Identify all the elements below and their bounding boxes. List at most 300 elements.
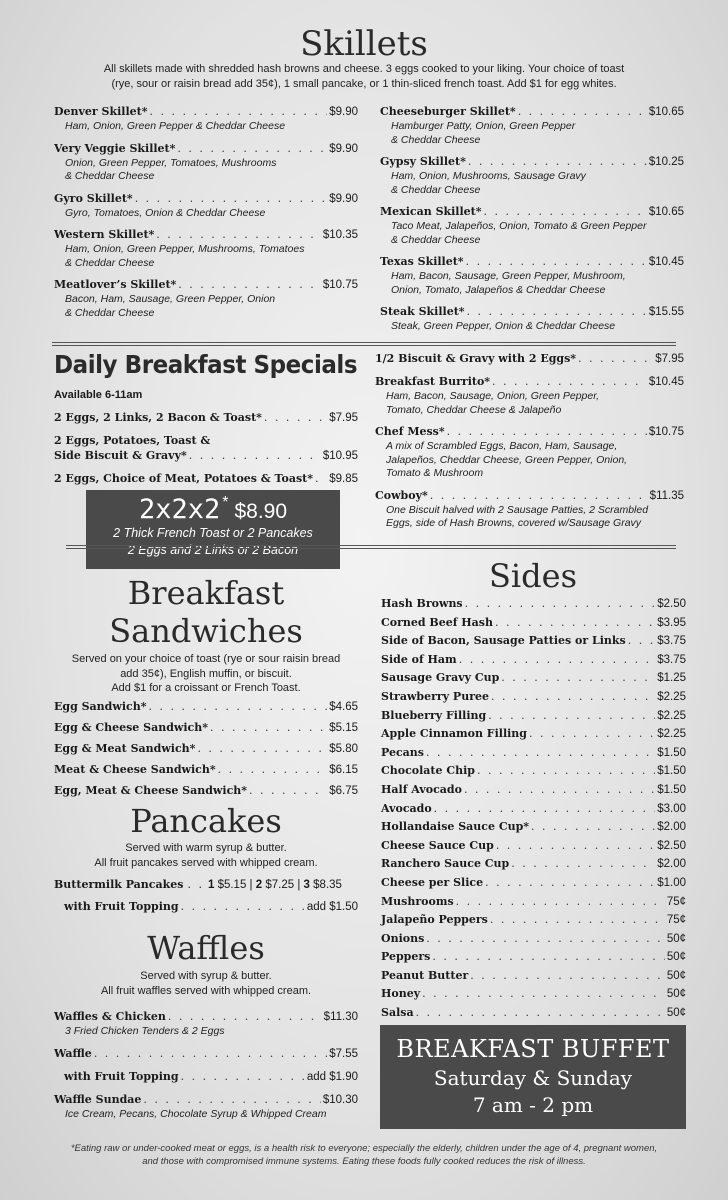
special-row xyxy=(375,374,684,390)
skillet-description: Gyro, Tomatoes, Onion & Cheddar Cheese xyxy=(65,206,266,219)
side-row xyxy=(381,912,686,928)
leader-dots xyxy=(456,894,665,909)
waffle-item xyxy=(54,1009,358,1039)
pancake-name: Buttermilk Pancakes xyxy=(54,878,184,891)
special-box-star: * xyxy=(222,494,229,511)
leader-dots xyxy=(94,1046,327,1061)
sandwich-row xyxy=(54,741,358,757)
special-description: Eggs, side of Hash Browns, covered w/Sausage Gravy xyxy=(386,517,642,529)
special-box-line: 2 Eggs and 2 Links or 2 Bacon xyxy=(127,543,299,557)
leader-dots xyxy=(488,708,655,723)
skillet-description: Taco Meat, Jalapeños, Onion, Tomato & Green Pepper xyxy=(391,220,647,232)
leader-dots xyxy=(148,699,327,714)
skillet-price: $9.90 xyxy=(329,142,358,155)
skillet-row xyxy=(380,154,684,170)
skillets-left-column xyxy=(54,104,358,327)
side-price: $2.00 xyxy=(657,858,686,871)
leader-dots xyxy=(447,424,647,439)
side-row xyxy=(381,633,686,649)
leader-dots xyxy=(430,488,648,503)
waffle-item xyxy=(54,1046,358,1062)
skillet-price: $10.45 xyxy=(648,256,684,268)
pancake-sep: | xyxy=(297,879,301,891)
special-price: $9.85 xyxy=(329,473,358,485)
special-name: Chef Mess* xyxy=(375,425,445,438)
leader-dots xyxy=(315,471,327,486)
waffle-description: Ice Cream, Pecans, Chocolate Syrup & Whipped Cream xyxy=(65,1107,327,1120)
side-row xyxy=(381,726,686,742)
skillet-price: $9.90 xyxy=(329,192,358,205)
side-row xyxy=(381,801,686,817)
pancake-price: $8.35 xyxy=(313,879,342,891)
side-name: Cheese per Slice xyxy=(381,875,484,889)
special-name: 2 Eggs, Choice of Meat, Potatoes & Toast* xyxy=(54,472,313,485)
sandwich-name: Egg, Meat & Cheese Sandwich* xyxy=(54,784,248,797)
leader-dots xyxy=(531,819,655,834)
special-name: 1/2 Biscuit & Gravy with 2 Eggs* xyxy=(375,352,577,365)
leader-dots xyxy=(467,304,647,319)
special-description: A mix of Scrambled Eggs, Bacon, Ham, Sausage, xyxy=(386,440,618,452)
special-box-price: $8.90 xyxy=(234,500,288,523)
sandwiches-intro-line: Add $1 for a croissant or French Toast. xyxy=(111,682,301,694)
skillet-row xyxy=(54,227,358,243)
leader-dots xyxy=(459,652,656,667)
skillet-price: $10.35 xyxy=(322,229,358,241)
skillet-description: Ham, Onion, Green Pepper & Cheddar Cheese xyxy=(65,120,286,132)
skillet-description: Ham, Onion, Mushrooms, Sausage Gravy xyxy=(391,170,586,182)
sandwich-name: Egg & Meat Sandwich* xyxy=(54,742,196,755)
skillets-right-column xyxy=(380,104,684,341)
sandwiches-intro xyxy=(54,652,358,696)
side-price: $2.50 xyxy=(657,839,686,852)
skillet-description: & Cheddar Cheese xyxy=(65,170,155,182)
side-price: 50¢ xyxy=(666,951,686,964)
side-price: 75¢ xyxy=(666,895,686,908)
side-name: Strawberry Puree xyxy=(381,689,489,703)
special-item xyxy=(375,374,684,417)
leader-dots xyxy=(149,104,327,119)
leader-dots xyxy=(426,745,655,760)
waffles-intro-line: All fruit waffles served with whipped cream. xyxy=(100,984,312,997)
skillet-name: Steak Skillet* xyxy=(380,305,465,318)
pancake-topping-row xyxy=(54,899,358,915)
divider-rule xyxy=(66,545,676,549)
side-name: Cheese Sauce Cup xyxy=(381,838,494,852)
leader-dots xyxy=(218,762,328,777)
buffet-hours: 7 am - 2 pm xyxy=(472,1093,594,1117)
side-row xyxy=(381,968,686,984)
leader-dots xyxy=(434,801,656,816)
skillet-name: Texas Skillet* xyxy=(380,255,464,268)
buffet-days: Saturday & Sunday xyxy=(433,1066,633,1090)
special-box-line: 2 Thick French Toast or 2 Pancakes xyxy=(113,526,313,540)
side-row xyxy=(381,819,686,835)
side-row xyxy=(381,615,686,631)
skillet-item xyxy=(54,227,358,270)
side-row xyxy=(381,931,686,947)
pancake-qty: 3 xyxy=(303,879,310,891)
side-name: Avocado xyxy=(381,801,432,815)
special-row xyxy=(375,424,684,440)
side-name: Chocolate Chip xyxy=(381,764,475,778)
leader-dots xyxy=(264,410,327,425)
side-row xyxy=(381,856,686,872)
side-row xyxy=(381,763,686,779)
waffle-row xyxy=(54,1046,358,1062)
side-name: Corned Beef Hash xyxy=(381,615,493,629)
special-description: Tomato, Cheddar Cheese & Jalapeño xyxy=(386,403,562,416)
waffle-price: $7.55 xyxy=(329,1047,358,1060)
sandwich-price: $6.15 xyxy=(329,764,358,776)
side-name: Apple Cinnamon Filling xyxy=(381,727,527,741)
side-name: Honey xyxy=(381,987,421,1001)
pancake-sep: | xyxy=(249,879,253,891)
special-description: Ham, Bacon, Sausage, Onion, Green Pepper, xyxy=(386,390,600,402)
specials-hours: Available 6-11am xyxy=(54,389,143,401)
side-row xyxy=(381,986,686,1002)
leader-dots xyxy=(518,104,647,119)
skillet-item xyxy=(380,154,684,197)
special-item xyxy=(54,433,358,464)
special-item xyxy=(375,351,684,367)
skillet-row xyxy=(54,191,358,207)
special-description: Tomato & Mushroom xyxy=(386,467,484,479)
waffle-name: Waffle xyxy=(54,1046,92,1060)
leader-dots xyxy=(485,875,655,890)
side-row xyxy=(381,838,686,854)
skillet-name: Cheeseburger Skillet* xyxy=(380,105,516,118)
skillet-name: Denver Skillet* xyxy=(54,105,148,118)
skillet-description: & Cheddar Cheese xyxy=(391,183,481,196)
skillet-name: Very Veggie Skillet* xyxy=(54,141,176,155)
side-row xyxy=(381,596,686,612)
side-price: $2.25 xyxy=(657,709,686,722)
side-price: $1.25 xyxy=(657,672,686,685)
side-row xyxy=(381,708,686,724)
special-description: Jalapeños, Cheddar Cheese, Green Pepper, Onion, xyxy=(386,453,628,466)
leader-dots xyxy=(501,670,655,685)
special-item xyxy=(375,488,684,531)
skillet-item xyxy=(54,104,358,134)
leader-dots xyxy=(492,374,647,389)
leader-dots xyxy=(197,741,327,756)
waffles-list xyxy=(54,1009,358,1128)
skillet-description: & Cheddar Cheese xyxy=(391,233,481,246)
side-name: Peanut Butter xyxy=(381,968,469,982)
specials-left-column xyxy=(54,410,358,494)
skillet-description: Bacon, Ham, Sausage, Green Pepper, Onion xyxy=(65,293,276,305)
leader-dots xyxy=(470,968,665,983)
special-price: $11.35 xyxy=(649,489,684,502)
leader-dots xyxy=(181,1069,305,1084)
skillet-row xyxy=(380,104,684,120)
pancake-price: $5.15 xyxy=(217,879,247,891)
leader-dots xyxy=(135,191,328,206)
side-row xyxy=(381,894,686,910)
leader-dots xyxy=(426,931,665,946)
special-price: $10.75 xyxy=(648,426,684,438)
sides-list xyxy=(381,596,686,1042)
side-name: Peppers xyxy=(381,950,431,964)
side-name: Ranchero Sauce Cup xyxy=(381,857,510,871)
waffle-name: with Fruit Topping xyxy=(64,1069,179,1083)
waffle-row xyxy=(54,1092,358,1108)
skillet-item xyxy=(380,254,684,297)
special-name: Cowboy* xyxy=(375,488,428,502)
skillet-row xyxy=(54,141,358,157)
side-name: Sausage Gravy Cup xyxy=(381,671,500,685)
leader-dots xyxy=(189,448,321,463)
skillet-price: $15.55 xyxy=(648,306,684,318)
sandwiches-list xyxy=(54,699,358,804)
skillet-row xyxy=(380,254,684,270)
skillets-title: Skillets xyxy=(300,24,428,64)
sandwiches-title-line: Breakfast xyxy=(127,574,285,612)
side-name: Hollandaise Sauce Cup* xyxy=(381,820,530,834)
waffle-item xyxy=(54,1092,358,1122)
sandwich-price: $6.75 xyxy=(329,785,358,797)
skillet-price: $9.90 xyxy=(329,106,358,118)
leader-dots xyxy=(578,351,653,366)
sandwiches-title-line: Sandwiches xyxy=(109,612,303,650)
sandwich-name: Egg & Cheese Sandwich* xyxy=(54,721,208,734)
skillet-description: Onion, Tomato, Jalapeños & Cheddar Cheese xyxy=(391,283,606,296)
skillets-intro-line: (rye, sour or raisin bread add 35¢), 1 small pancake, or 1 thin-sliced french toast. Add $1 for egg whites. xyxy=(111,77,617,90)
special-row xyxy=(54,410,358,426)
leader-dots xyxy=(210,720,327,735)
special-item xyxy=(54,471,358,487)
skillet-price: $10.65 xyxy=(648,106,684,118)
skillet-name: Gypsy Skillet* xyxy=(380,155,466,168)
leader-dots xyxy=(466,254,647,269)
side-price: 50¢ xyxy=(666,969,686,982)
side-price: $3.75 xyxy=(657,653,686,666)
waffles-intro-line: Served with syrup & butter. xyxy=(140,970,272,982)
special-price: $10.95 xyxy=(322,450,358,462)
skillet-item xyxy=(54,277,358,320)
skillet-row xyxy=(380,304,684,320)
side-row xyxy=(381,782,686,798)
side-name: Salsa xyxy=(381,1006,414,1020)
sandwiches-intro-line: add 35¢), English muffin, or biscuit. xyxy=(120,667,292,680)
leader-dots xyxy=(491,689,655,704)
side-name: Side of Ham xyxy=(381,652,457,666)
side-name: Mushrooms xyxy=(381,894,454,908)
skillet-description: Ham, Onion, Green Pepper, Mushrooms, Tomatoes xyxy=(65,243,305,255)
waffles-title: Waffles xyxy=(147,929,265,967)
leader-dots xyxy=(529,726,655,741)
skillet-description: Hamburger Patty, Onion, Green Pepper xyxy=(391,120,576,132)
skillet-item xyxy=(380,104,684,147)
side-row xyxy=(381,670,686,686)
side-price: $2.25 xyxy=(657,690,686,703)
skillet-name: Gyro Skillet* xyxy=(54,191,133,205)
two-two-two-special-box xyxy=(86,490,340,569)
side-price: $3.95 xyxy=(657,616,686,629)
skillet-item xyxy=(54,191,358,221)
sandwich-price: $5.80 xyxy=(329,743,358,755)
pancakes-list xyxy=(54,877,358,915)
pancakes-intro-line: All fruit pancakes served with whipped cream. xyxy=(94,856,318,869)
pancake-price: $7.25 xyxy=(265,879,295,891)
waffle-row xyxy=(54,1069,358,1085)
waffle-price: add $1.90 xyxy=(306,1070,358,1083)
leader-dots xyxy=(249,783,327,798)
leader-dots xyxy=(496,838,655,853)
side-price: 50¢ xyxy=(666,932,686,945)
disclaimer-line: *Eating raw or under-cooked meat or eggs, is a health risk to everyone; especially the elderly, children under the age of 4, pregnant women, xyxy=(70,1143,658,1154)
leader-dots xyxy=(168,1009,322,1024)
leader-dots xyxy=(464,782,655,797)
daily-specials-title: Daily Breakfast Specials xyxy=(54,350,358,379)
skillet-row xyxy=(380,204,684,220)
special-item xyxy=(54,410,358,426)
skillet-description: Onion, Green Pepper, Tomatoes, Mushrooms xyxy=(65,156,277,169)
side-price: $2.25 xyxy=(657,728,686,741)
skillet-item xyxy=(54,141,358,184)
side-name: Side of Bacon, Sausage Patties or Links xyxy=(381,634,626,648)
special-row xyxy=(54,448,358,464)
side-price: $3.00 xyxy=(657,802,686,815)
leader-dots xyxy=(177,141,327,156)
leader-dots xyxy=(143,1092,320,1107)
sandwich-row xyxy=(54,699,358,715)
waffle-item xyxy=(54,1069,358,1085)
side-name: Onions xyxy=(381,931,425,945)
health-disclaimer xyxy=(20,1142,708,1168)
side-row xyxy=(381,949,686,965)
pancake-row: Buttermilk Pancakes . . 1 $5.15 | 2 $7.25 | 3 $8.35 xyxy=(54,878,342,891)
waffle-price: $10.30 xyxy=(322,1093,358,1106)
side-name: Jalapeño Peppers xyxy=(381,913,488,927)
special-row xyxy=(375,351,684,367)
skillet-description: Steak, Green Pepper, Onion & Cheddar Cheese xyxy=(391,320,616,332)
special-row xyxy=(54,471,358,487)
side-name: Pecans xyxy=(381,745,424,759)
special-price: $10.45 xyxy=(648,376,684,388)
side-price: $2.50 xyxy=(657,598,686,610)
pancakes-title: Pancakes xyxy=(130,802,282,840)
skillet-description: & Cheddar Cheese xyxy=(65,256,155,269)
side-name: Hash Browns xyxy=(381,597,463,610)
special-row xyxy=(375,488,684,504)
skillet-name: Meatlover’s Skillet* xyxy=(54,278,177,291)
sandwich-name: Egg Sandwich* xyxy=(54,700,147,713)
specials-right-column xyxy=(375,351,684,538)
side-price: $1.50 xyxy=(657,765,686,778)
side-price: 50¢ xyxy=(666,1007,686,1020)
side-price: $1.50 xyxy=(657,783,686,796)
side-row xyxy=(381,875,686,891)
sandwich-row xyxy=(54,720,358,736)
sandwich-row xyxy=(54,762,358,778)
waffle-name: Waffles & Chicken xyxy=(54,1010,166,1023)
sandwiches-title xyxy=(40,574,372,650)
leader-dots xyxy=(465,596,656,611)
skillet-row xyxy=(54,104,358,120)
special-name: Breakfast Burrito* xyxy=(375,375,491,388)
skillet-description: & Cheddar Cheese xyxy=(391,133,481,146)
side-row xyxy=(381,689,686,705)
side-row xyxy=(381,745,686,761)
leader-dots xyxy=(477,763,655,778)
sandwich-price: $4.65 xyxy=(329,701,358,713)
pancake-qty: 2 xyxy=(255,879,263,891)
side-price: 50¢ xyxy=(666,988,686,1001)
side-name: Blueberry Filling xyxy=(381,708,487,722)
skillet-row xyxy=(54,277,358,293)
side-price: $2.00 xyxy=(657,821,686,834)
sides-title: Sides xyxy=(489,557,577,595)
pancakes-intro-line: Served with warm syrup & butter. xyxy=(125,842,287,854)
divider-rule xyxy=(52,342,676,346)
skillet-description: & Cheddar Cheese xyxy=(65,306,155,319)
special-name: Side Biscuit & Gravy* xyxy=(54,449,187,462)
special-name: 2 Eggs, 2 Links, 2 Bacon & Toast* xyxy=(54,411,262,424)
skillet-description: Ham, Bacon, Sausage, Green Pepper, Mushroom, xyxy=(391,270,626,282)
pancake-qty: 1 xyxy=(207,879,215,891)
skillets-intro xyxy=(60,62,668,91)
leader-dots xyxy=(495,615,655,630)
pancake-topping-price: add $1.50 xyxy=(306,901,358,913)
disclaimer-line: and those with compromised immune systems. Eating these foods fully cooked reduces the risk of illness. xyxy=(142,1156,586,1167)
waffles-intro xyxy=(40,969,372,998)
side-price: $1.00 xyxy=(657,876,686,889)
leader-dots xyxy=(432,949,664,964)
side-price: $1.50 xyxy=(657,746,686,759)
side-row xyxy=(381,1005,686,1021)
skillet-price: $10.65 xyxy=(648,206,684,218)
skillet-price: $10.75 xyxy=(322,279,358,291)
leader-dots xyxy=(422,986,665,1001)
buffet-title: BREAKFAST BUFFET xyxy=(396,1035,670,1063)
sandwiches-intro-line: Served on your choice of toast (rye or sour raisin bread xyxy=(71,653,341,665)
pancakes-intro xyxy=(40,841,372,870)
skillet-name: Western Skillet* xyxy=(54,228,155,241)
waffle-name: Waffle Sundae xyxy=(54,1092,142,1106)
leader-dots xyxy=(468,154,647,169)
leader-dots xyxy=(416,1005,665,1020)
special-name-line: 2 Eggs, Potatoes, Toast & xyxy=(54,434,211,447)
special-item xyxy=(375,424,684,481)
skillet-name: Mexican Skillet* xyxy=(380,205,482,218)
special-description: One Biscuit halved with 2 Sausage Patties, 2 Scrambled xyxy=(386,503,649,516)
side-name: Half Avocado xyxy=(381,782,462,796)
leader-dots xyxy=(628,633,656,648)
sandwich-price: $5.15 xyxy=(329,722,358,734)
side-price: $3.75 xyxy=(657,635,686,648)
side-price: 75¢ xyxy=(666,914,686,927)
leader-dots xyxy=(178,277,321,292)
leader-dots xyxy=(484,204,647,219)
skillets-intro-line: All skillets made with shredded hash browns and cheese. 3 eggs cooked to your liking. Your choice of toast xyxy=(103,63,625,75)
leader-dots xyxy=(490,912,665,927)
waffle-description: 3 Fried Chicken Tenders & 2 Eggs xyxy=(65,1025,225,1037)
skillet-item xyxy=(380,204,684,247)
side-row xyxy=(381,652,686,668)
leader-dots xyxy=(156,227,321,242)
waffle-row xyxy=(54,1009,358,1025)
special-price: $7.95 xyxy=(655,353,684,365)
leader-dots xyxy=(511,856,655,871)
skillet-item xyxy=(380,304,684,334)
special-box-title: 2x2x2 xyxy=(138,494,221,525)
sandwich-row xyxy=(54,783,358,799)
skillet-price: $10.25 xyxy=(648,156,684,168)
sandwich-name: Meat & Cheese Sandwich* xyxy=(54,763,216,776)
breakfast-buffet-box xyxy=(380,1025,686,1129)
waffle-price: $11.30 xyxy=(323,1011,358,1023)
